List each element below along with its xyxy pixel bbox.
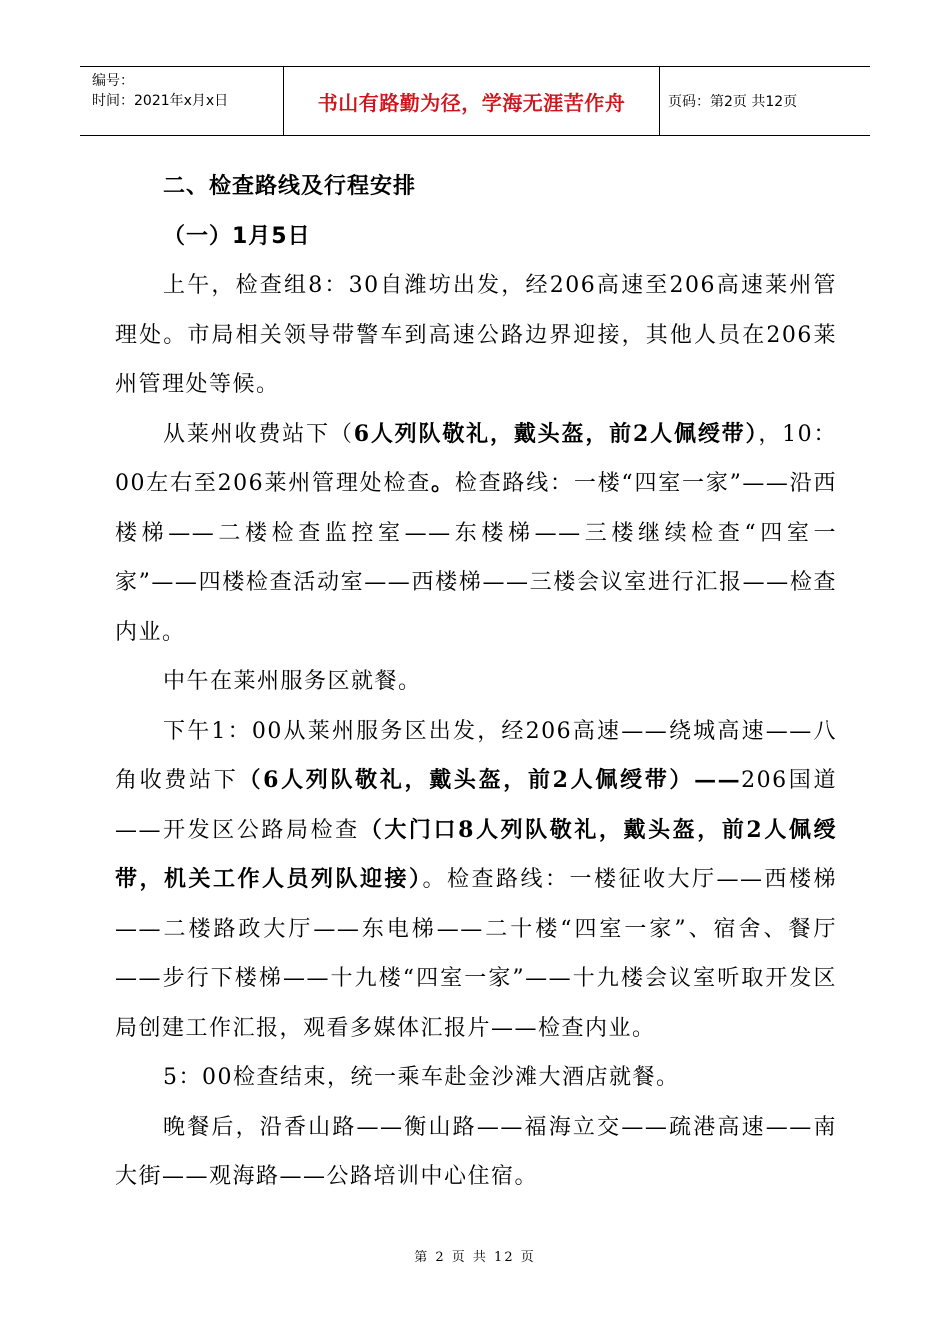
paragraph-evening-end: 5：00检查结束，统一乘车赴金沙滩大酒店就餐。	[163, 1065, 680, 1090]
document-date-label: 时间：2021年x月x日	[92, 93, 229, 109]
page-header	[80, 66, 870, 136]
page-footer: 第 2 页 共 12 页	[414, 1250, 536, 1265]
bold-segment: 6人列队敬礼，戴头盔，前2人佩绶带）	[353, 420, 759, 447]
paragraph-morning: 上午，检查组8：30自潍坊出发，经206高速至206高速莱州管理处。市局相关领导带警车到高速公路边界迎接，其他人员在206莱州管理处等候。	[115, 273, 837, 397]
paragraph-after-dinner: 晚餐后，沿香山路——衡山路——福海立交——疏港高速——南大街——观海路——公路培训中心住宿。	[115, 1114, 837, 1189]
bold-segment: （6人列队敬礼，戴头盔，前2人佩绶带）——	[238, 767, 742, 793]
text-segment: 检查路线：一楼“四室一家”——沿西楼梯——二楼检查监控室——东楼梯——三楼继续检查“四室一家”——四楼检查活动室——西楼梯——三楼会议室进行汇报——检查内业。	[115, 471, 837, 645]
paragraph-laizhou-route	[115, 410, 837, 658]
section-title: 二、检查路线及行程安排	[163, 174, 417, 199]
text-segment: 206国道——开发区公路局检查	[115, 768, 837, 843]
text-segment: ，10：00左右至206莱州管理处检查	[115, 421, 837, 496]
subsection-title: （一）1月5日	[163, 223, 311, 249]
bold-segment: （大门口8人列队敬礼，戴头盔，前2人佩绶带，机关工作人员列队迎接）	[115, 816, 837, 892]
text-segment: 。检查路线：一楼征收大厅——西楼梯——二楼路政大厅——东电梯——二十楼“四室一家”、宿舍、餐厅——步行下楼梯——十九楼“四室一家”——十九楼会议室听取开发区局创建工作汇报，观看多媒体汇报片——检查内业。	[115, 867, 837, 1041]
paragraph-afternoon	[115, 707, 837, 1054]
header-meta	[80, 67, 284, 135]
header-motto: 书山有路勤为径，学海无涯苦作舟	[284, 67, 660, 135]
text-segment: 从莱州收费站下（	[163, 421, 354, 447]
paragraph-lunch: 中午在莱州服务区就餐。	[163, 669, 422, 694]
document-number-label: 编号：	[92, 73, 134, 89]
bold-segment: 。	[431, 470, 455, 496]
header-page-number: 页码：第2页 共12页	[668, 94, 798, 110]
text-segment: 下午1：00从莱州服务区出发，经206高速——绕城高速——八角收费站下	[115, 718, 837, 793]
document-body	[115, 162, 837, 1202]
